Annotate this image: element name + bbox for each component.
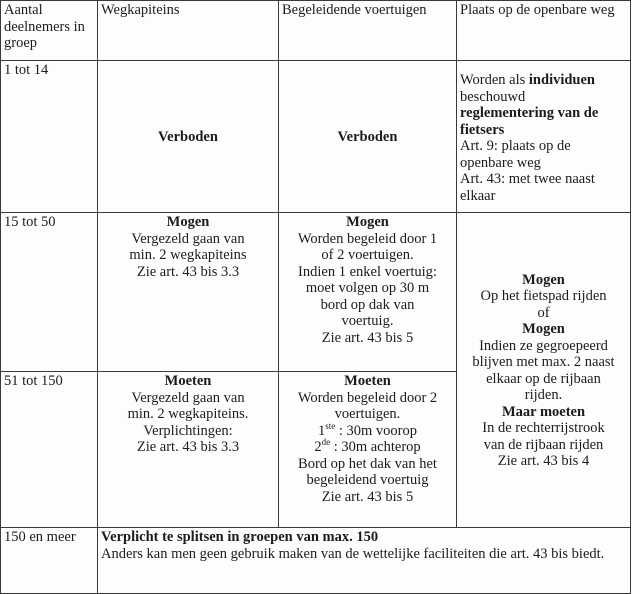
vehicles-line: of 2 voertuigen. bbox=[321, 247, 414, 263]
header-row bbox=[1, 1, 631, 61]
captains-line: min. 2 wegkapiteins. bbox=[127, 406, 249, 422]
group-size-cell: 150 en meer bbox=[1, 528, 98, 594]
vehicles-cell bbox=[279, 372, 457, 528]
vehicles-line: Indien 1 enkel voertuig: bbox=[298, 263, 437, 280]
vehicles-line: Zie art. 43 bis 5 bbox=[321, 329, 414, 346]
position-line: elkaar op de rijbaan bbox=[486, 370, 601, 387]
split-rule-bold: Verplicht te splitsen in groepen van max. 150 bbox=[101, 529, 379, 545]
captains-line: min. 2 wegkapiteins bbox=[129, 247, 247, 263]
position-line: In de rechterrijstrook bbox=[482, 420, 605, 436]
table-row bbox=[1, 213, 631, 372]
header-road-captains: Wegkapiteins bbox=[98, 1, 279, 61]
group-size-cell: 1 tot 14 bbox=[1, 61, 98, 213]
vehicles-title: Moeten bbox=[344, 373, 391, 389]
position-title: Mogen bbox=[522, 271, 565, 288]
vehicles-cell bbox=[279, 61, 457, 213]
position-title: Mogen bbox=[522, 321, 565, 337]
table-row bbox=[1, 61, 631, 213]
vehicles-line: Worden begeleid door 1 bbox=[297, 230, 438, 247]
position-line: Zie art. 43 bis 4 bbox=[497, 453, 590, 469]
position-line-4: Art. 9: plaats op de openbare weg bbox=[460, 138, 571, 171]
position-line-2: beschouwd bbox=[460, 88, 526, 105]
position-line: rijden. bbox=[524, 387, 563, 403]
position-line-3: reglementering van de fietsers bbox=[460, 105, 599, 138]
vehicles-line: Bord op het dak van het bbox=[298, 455, 437, 472]
position-line: of bbox=[537, 304, 550, 321]
first-vehicle-line: 1ste : 30m voorop bbox=[317, 420, 417, 439]
position-line: Indien ze gegroepeerd bbox=[479, 337, 608, 354]
split-rule-text: Anders kan men geen gebruik maken van de wettelijke faciliteiten die art. 43 bis biedt. bbox=[101, 545, 605, 562]
position-title: Maar moeten bbox=[501, 403, 586, 420]
captains-line: Verplichtingen: bbox=[143, 422, 233, 439]
vehicles-title: Mogen bbox=[346, 214, 389, 230]
captains-line: Zie art. 43 bis 3.3 bbox=[136, 439, 240, 455]
split-rule-cell bbox=[98, 528, 631, 594]
captains-title: Moeten bbox=[164, 373, 212, 389]
position-line: van de rijbaan rijden bbox=[483, 436, 604, 453]
vehicles-line: Zie art. 43 bis 5 bbox=[321, 488, 414, 505]
captains-cell bbox=[98, 213, 279, 372]
captains-line: Vergezeld gaan van bbox=[131, 230, 245, 247]
table-row bbox=[1, 528, 631, 594]
position-line-1: Worden als individuen bbox=[460, 72, 595, 88]
group-size-cell: 51 tot 150 bbox=[1, 372, 98, 528]
vehicles-line: Worden begeleid door 2 bbox=[297, 389, 438, 406]
vehicles-line: voertuig. bbox=[341, 313, 394, 329]
vehicles-verdict: Verboden bbox=[337, 128, 398, 145]
position-line-5: Art. 43: met twee naast elkaar bbox=[460, 171, 595, 204]
captains-line: Zie art. 43 bis 3.3 bbox=[136, 263, 240, 280]
captains-title: Mogen bbox=[166, 214, 210, 230]
header-road-position: Plaats op de openbare weg bbox=[457, 1, 631, 61]
vehicles-line: moet volgen op 30 m bbox=[305, 280, 430, 296]
vehicles-line: bord op dak van bbox=[320, 296, 415, 313]
captains-verdict: Verboden bbox=[158, 128, 218, 145]
vehicles-cell bbox=[279, 213, 457, 372]
group-size-cell: 15 tot 50 bbox=[1, 213, 98, 372]
captains-cell bbox=[98, 372, 279, 528]
vehicles-line: voertuigen. bbox=[334, 406, 401, 422]
merged-position-cell bbox=[457, 213, 631, 528]
captains-line: Vergezeld gaan van bbox=[131, 389, 245, 406]
header-escort-vehicles: Begeleidende voertuigen bbox=[279, 1, 457, 61]
position-line: blijven met max. 2 naast bbox=[472, 354, 615, 370]
vehicles-line: begeleidend voertuig bbox=[306, 472, 429, 488]
position-line: Op het fietspad rijden bbox=[480, 288, 607, 304]
header-group-size: Aantal deelnemers in groep bbox=[1, 1, 98, 61]
second-vehicle-line: 2de : 30m achterop bbox=[314, 437, 421, 455]
position-cell bbox=[457, 61, 631, 213]
captains-cell bbox=[98, 61, 279, 213]
